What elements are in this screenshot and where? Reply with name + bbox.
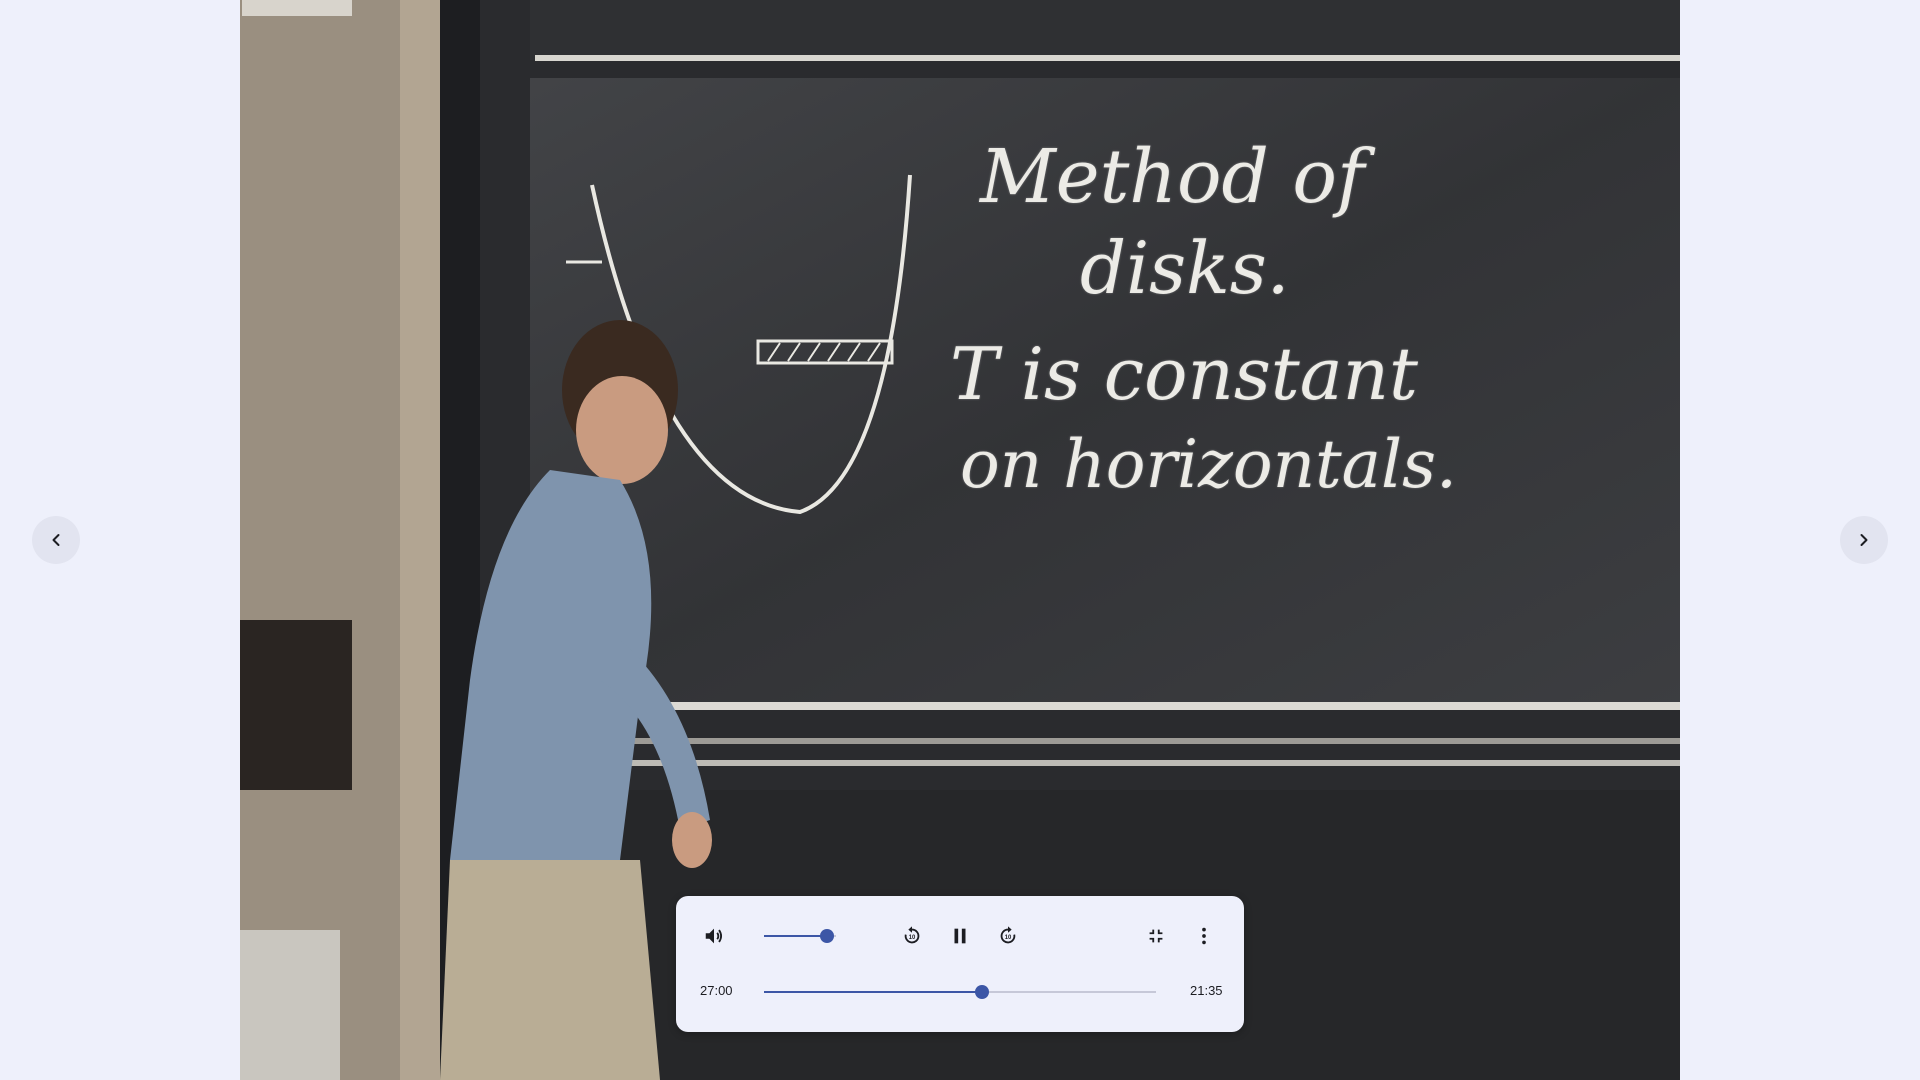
pause-button[interactable] — [944, 920, 976, 952]
forward-10-button[interactable] — [992, 920, 1024, 952]
board-line-3: T is constant — [950, 332, 1418, 416]
board-line-2: disks. — [1080, 226, 1290, 310]
board-line-1: Method of — [980, 134, 1365, 220]
fullscreen-exit-icon — [1145, 925, 1167, 947]
volume-slider[interactable] — [764, 935, 836, 937]
volume-slider-thumb[interactable] — [820, 929, 834, 943]
volume-button[interactable] — [698, 920, 730, 952]
remaining-time: 21:35 — [1190, 983, 1223, 998]
next-button[interactable] — [1840, 516, 1888, 564]
svg-text:10: 10 — [908, 935, 916, 942]
previous-button[interactable] — [32, 516, 80, 564]
exit-fullscreen-button[interactable] — [1140, 920, 1172, 952]
more-vert-icon — [1193, 925, 1215, 947]
seek-bar[interactable] — [764, 991, 1156, 993]
more-options-button[interactable] — [1188, 920, 1220, 952]
seek-bar-fill — [764, 991, 982, 993]
pause-icon — [949, 925, 971, 947]
forward-10-icon — [997, 925, 1019, 947]
player-controls — [676, 896, 1244, 1032]
current-time: 27:00 — [700, 983, 733, 998]
volume-up-icon — [703, 925, 725, 947]
chevron-right-icon — [1854, 530, 1874, 550]
board-line-4: on horizontals. — [960, 426, 1457, 503]
rewind-10-button[interactable] — [896, 920, 928, 952]
volume-slider-fill — [764, 935, 827, 937]
svg-text:10: 10 — [1004, 935, 1012, 942]
seek-bar-thumb[interactable] — [975, 985, 989, 999]
chevron-left-icon — [46, 530, 66, 550]
replay-10-icon — [901, 925, 923, 947]
